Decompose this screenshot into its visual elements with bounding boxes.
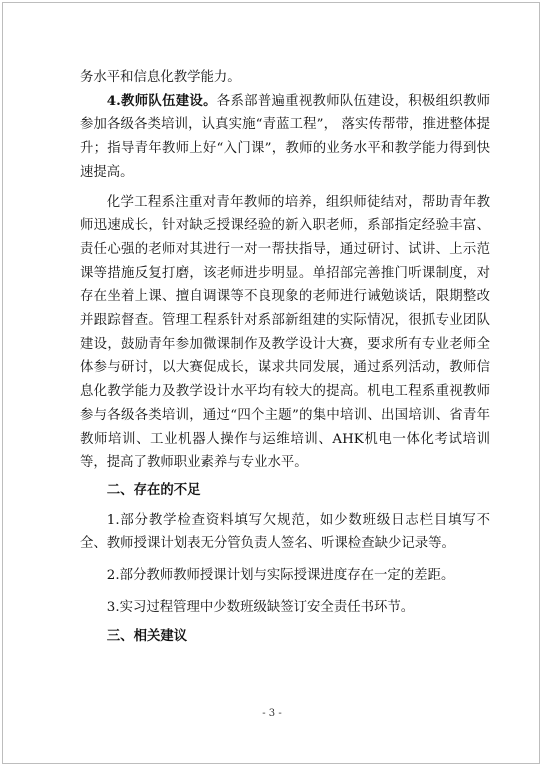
shortcoming-item-3: 3.实习过程管理中少数班级缺签订安全责任书环节。 xyxy=(106,599,415,615)
paragraph-teacher-team xyxy=(80,90,490,185)
section-heading-shortcomings: 二、存在的不足 xyxy=(106,481,201,498)
shortcoming-item-2: 2.部分教师教师授课计划与实际授课进度存在一定的差距。 xyxy=(106,568,455,584)
section-heading-suggestions: 三、相关建议 xyxy=(106,628,188,645)
paragraph-teacher-team-body: 各系部普遍重视教师队伍建设，积极组织教师参加各级各类培训，认真实施“青蓝工程”， 落实传帮带，推进整体提升；指导青年教师上好“入门课”，教师的业务水平和教学能力得到快速提高。 xyxy=(80,93,491,180)
paragraph-continuation: 务水平和信息化教学能力。 xyxy=(80,70,241,85)
shortcoming-item-1: 1.部分教学检查资料填写欠规范，如少数班级日志栏目填写不全、教师授课计划表无分管负责人签名、听课检查缺少记录等。 xyxy=(80,512,490,552)
page-number: - 3 - xyxy=(262,708,282,719)
paragraph-department-details: 化学工程系注重对青年教师的培养，组织师徒结对，帮助青年教师迅速成长，针对缺乏授课经验的新入职老师，系部指定经验丰富、责任心强的老师对其进行一对一帮扶指导，通过研讨、试讲、上示范课等措施反复打磨，该老师进步明显。单招部完善推门听课制度，对存在坐着上课、擅自调课等不良现象的老师进行诫勉谈话，限期整改并跟踪督查。管理工程系针对系部新组建的实际情况，很抓专业团队建设，鼓励青年参加微课制作及教学设计大赛，要求所有专业老师全体参与研讨，以大赛促成长，谋求共同发展，通过系列活动，教师信息化教学能力及教学设计水平均有较大的提高。机电工程系重视教师参与各级各类培训，通过“四个主题”的集中培训、出国培训、省青年教师培训、工业机器人操作与运维培训、AHK机电一体化考试培训等，提高了教师职业素养与专业水平。 xyxy=(80,194,490,471)
paragraph-lead-heading: 4.教师队伍建设。 xyxy=(106,92,217,109)
document-body xyxy=(80,66,490,649)
